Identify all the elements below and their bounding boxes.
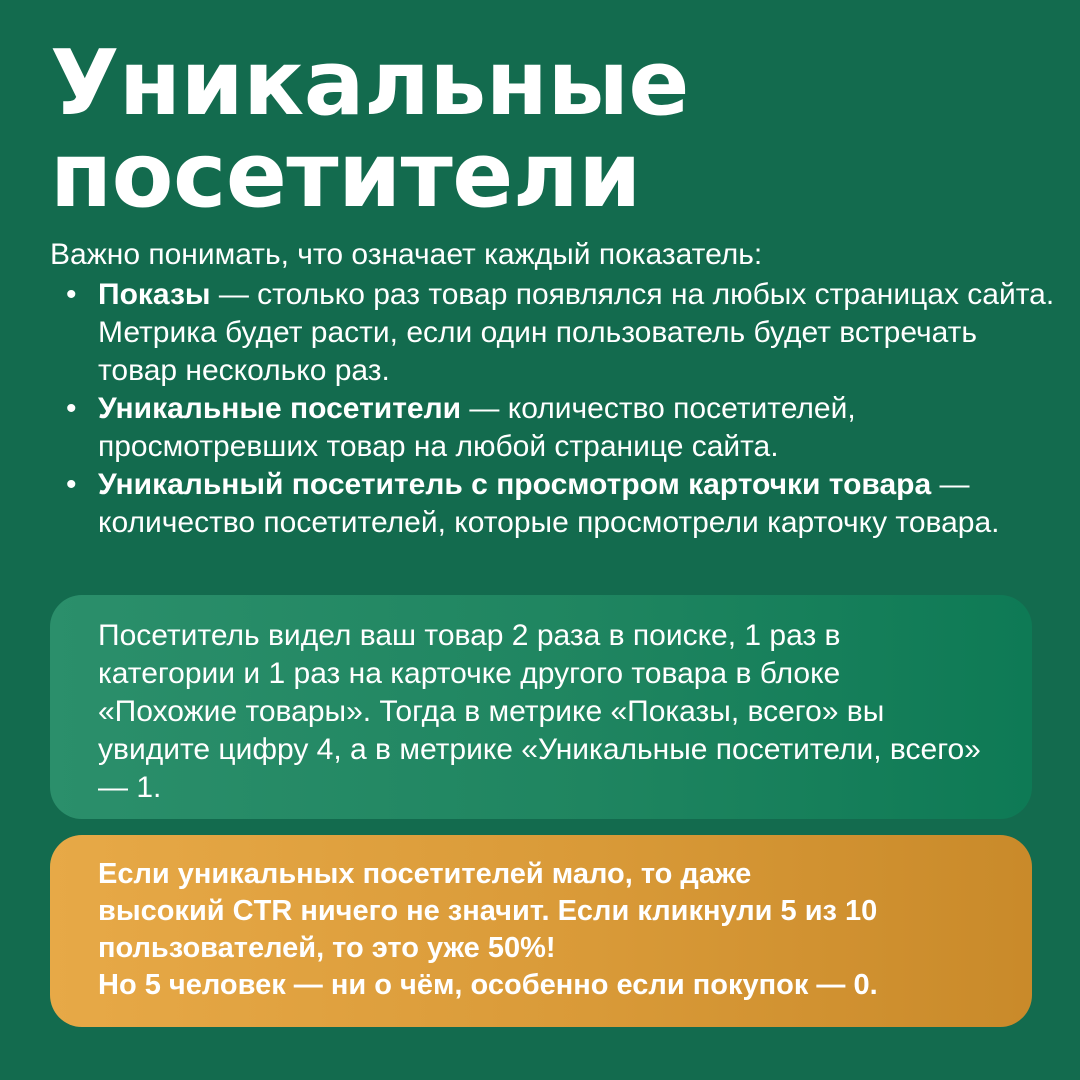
- warning-line-1: Если уникальных посетителей мало, то даже: [98, 858, 752, 890]
- example-text: Посетитель видел ваш товар 2 раза в поиске, 1 раз в категории и 1 раз на карточке другого товара в блоке «Похожие товары». Тогда в метрике «Показы, всего» вы увидите цифру 4, а в метрике «Уникальные посетители, всего» — 1.: [98, 619, 981, 804]
- title-line-2: посетители: [50, 123, 641, 228]
- term-label: Показы: [98, 278, 211, 311]
- definition-list: [66, 276, 1056, 542]
- warning-line-2: высокий CTR ничего не значит. Если кликнули 5 из 10: [98, 895, 878, 927]
- warning-line-4: Но 5 человек — ни о чём, особенно если покупок — 0.: [98, 969, 878, 1001]
- term-label: Уникальный посетитель с просмотром карточки товара: [98, 468, 932, 501]
- list-item: [66, 276, 1056, 390]
- list-item: [66, 390, 1056, 466]
- bullet-icon: •: [66, 468, 77, 501]
- term-description: — количество посетителей, которые просмотрели карточку товара.: [98, 468, 1000, 539]
- list-item: [66, 466, 1056, 542]
- warning-box: [50, 835, 1032, 1027]
- term-label: Уникальные посетители: [98, 392, 462, 425]
- bullet-icon: •: [66, 392, 77, 425]
- page-title: [50, 31, 1040, 228]
- title-line-1: Уникальные: [50, 31, 689, 136]
- example-box: [50, 595, 1032, 819]
- term-description: — столько раз товар появлялся на любых страницах сайта. Метрика будет расти, если один пользователь будет встречать товар несколько раз.: [98, 278, 1055, 387]
- warning-line-3: пользователей, то это уже 50%!: [98, 932, 556, 964]
- bullet-icon: •: [66, 278, 77, 311]
- term-description: — количество посетителей, просмотревших товар на любой странице сайта.: [98, 392, 856, 463]
- intro-text: Важно понимать, что означает каждый показатель:: [50, 238, 763, 271]
